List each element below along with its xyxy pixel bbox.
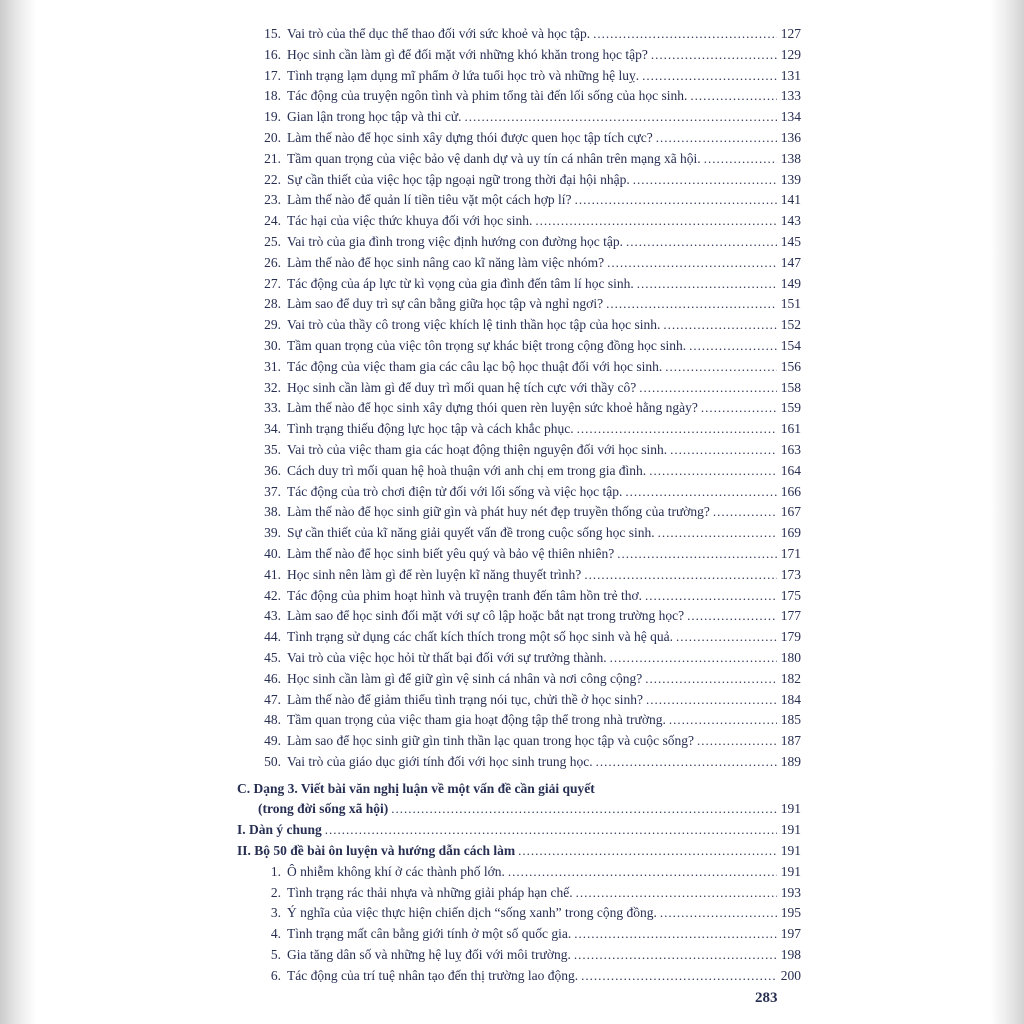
toc-item-page: 164	[780, 462, 801, 478]
dot-leader	[646, 690, 777, 711]
dot-leader	[697, 731, 777, 752]
toc-item-number: 35.	[264, 441, 281, 457]
toc-item-number: 24.	[264, 213, 281, 229]
toc-row	[237, 731, 801, 752]
toc-item-number: 32.	[264, 379, 281, 395]
toc-item-title: Làm thế nào để học sinh nâng cao kĩ năng làm việc nhóm?	[287, 254, 605, 270]
toc-item-number: 44.	[264, 629, 281, 645]
section-c-page: 191	[780, 801, 801, 817]
dot-leader	[663, 315, 777, 336]
toc-item-page: 133	[780, 88, 801, 104]
toc-item-title: Tác động của truyện ngôn tình và phim tổng tài đến lối sống của học sinh.	[287, 88, 688, 104]
toc-list-secondary	[237, 862, 801, 987]
toc-item-number: 21.	[264, 150, 281, 166]
toc-item-page: 198	[780, 947, 801, 963]
toc-item-title: Tầm quan trọng của việc tham gia hoạt động tập thể trong nhà trường.	[287, 712, 666, 728]
toc-item-page: 159	[780, 400, 801, 416]
dot-leader	[656, 128, 777, 149]
toc-row	[237, 461, 801, 482]
toc-row	[237, 648, 801, 669]
toc-item-title: Tình trạng lạm dụng mĩ phẩm ở lứa tuổi học trò và những hệ luỵ.	[287, 67, 640, 83]
toc-item-page: 189	[780, 753, 801, 769]
toc-item-number: 45.	[264, 649, 281, 665]
toc-row	[237, 690, 801, 711]
dot-leader	[574, 945, 777, 966]
toc-item-title: Gian lận trong học tập và thi cử.	[287, 109, 462, 125]
toc-item-title: Sự cần thiết của việc học tập ngoại ngữ trong thời đại hội nhập.	[287, 171, 630, 187]
toc-item-title: Tác động của trí tuệ nhân tạo đến thị trường lao động.	[287, 967, 579, 983]
toc-row	[237, 523, 801, 544]
toc-item-page: 173	[780, 566, 801, 582]
toc-row	[237, 752, 801, 773]
toc-row	[237, 924, 801, 945]
toc-item-number: 26.	[264, 254, 281, 270]
toc-item-title: Làm sao để học sinh giữ gìn tinh thần lạc quan trong học tập và cuộc sống?	[287, 733, 694, 749]
dot-leader	[626, 232, 777, 253]
toc-item-number: 20.	[264, 129, 281, 145]
toc-item-page: 179	[780, 629, 801, 645]
dot-leader	[581, 966, 777, 987]
dot-leader	[607, 253, 777, 274]
toc-item-page: 147	[780, 254, 801, 270]
dot-leader	[584, 565, 777, 586]
toc-item-number: 43.	[264, 608, 281, 624]
toc-row	[237, 565, 801, 586]
toc-item-number: 29.	[264, 317, 281, 333]
toc-item-page: 197	[780, 926, 801, 942]
toc-row	[237, 440, 801, 461]
toc-row	[237, 586, 801, 607]
toc-row	[237, 294, 801, 315]
dot-leader	[625, 482, 777, 503]
toc-row	[237, 211, 801, 232]
section-c-heading-line1	[237, 779, 801, 800]
toc-item-number: 6.	[270, 967, 281, 983]
page-number: 283	[755, 990, 778, 1006]
toc-item-number: 22.	[264, 171, 281, 187]
dot-leader	[645, 669, 777, 690]
toc-item-title: Tình trạng mất cân bằng giới tính ở một số quốc gia.	[287, 926, 572, 942]
toc-row	[237, 945, 801, 966]
toc-item-title: Tác hại của việc thức khuya đối với học sinh.	[287, 213, 533, 229]
toc-item-number: 50.	[264, 753, 281, 769]
toc-row	[237, 336, 801, 357]
toc-item-title: Tình trạng sử dụng các chất kích thích trong một số học sinh và hệ quả.	[287, 629, 673, 645]
toc-item-page: 134	[780, 109, 801, 125]
toc-item-page: 166	[780, 483, 801, 499]
toc-row	[237, 190, 801, 211]
toc-row	[237, 107, 801, 128]
toc-item-page: 158	[780, 379, 801, 395]
toc-item-page: 156	[780, 358, 801, 374]
dot-leader	[687, 606, 777, 627]
toc-item-page: 139	[780, 171, 801, 187]
toc-item-page: 191	[780, 863, 801, 879]
toc-item-page: 131	[780, 67, 801, 83]
toc-item-page: 143	[780, 213, 801, 229]
toc-item-page: 200	[780, 967, 801, 983]
toc-row	[237, 253, 801, 274]
toc-item-page: 185	[780, 712, 801, 728]
toc-row	[237, 627, 801, 648]
toc-row	[237, 903, 801, 924]
toc-item-page: 163	[780, 441, 801, 457]
book-page	[237, 24, 801, 987]
toc-item-page: 167	[780, 504, 801, 520]
toc-row	[237, 149, 801, 170]
dot-leader	[465, 107, 777, 128]
toc-item-title: Làm thế nào để quản lí tiền tiêu vặt một cách hợp lí?	[287, 192, 572, 208]
photo-background-left-edge	[0, 0, 36, 1024]
toc-row	[237, 710, 801, 731]
dot-leader	[645, 586, 777, 607]
toc-item-number: 1.	[270, 863, 281, 879]
dot-leader	[669, 710, 777, 731]
toc-item-number: 23.	[264, 192, 281, 208]
subsection-i-label: I. Dàn ý chung	[237, 822, 322, 838]
photo-background-right-edge	[990, 0, 1024, 1024]
dot-leader	[577, 419, 777, 440]
toc-item-number: 46.	[264, 670, 281, 686]
dot-leader	[639, 378, 777, 399]
toc-item-number: 39.	[264, 525, 281, 541]
toc-item-title: Làm thế nào để học sinh biết yêu quý và bảo vệ thiên nhiên?	[287, 545, 615, 561]
toc-item-title: Cách duy trì mối quan hệ hoà thuận với anh chị em trong gia đình.	[287, 462, 647, 478]
toc-item-number: 19.	[264, 109, 281, 125]
dot-leader	[518, 841, 777, 862]
toc-item-number: 30.	[264, 337, 281, 353]
toc-row	[237, 502, 801, 523]
toc-item-number: 17.	[264, 67, 281, 83]
subsection-i-heading	[237, 820, 801, 841]
toc-item-page: 152	[780, 317, 801, 333]
toc-item-page: 145	[780, 233, 801, 249]
toc-item-number: 49.	[264, 733, 281, 749]
toc-item-page: 141	[780, 192, 801, 208]
toc-item-number: 28.	[264, 296, 281, 312]
toc-row	[237, 274, 801, 295]
toc-row	[237, 606, 801, 627]
toc-item-page: 154	[780, 337, 801, 353]
toc-item-page: 151	[780, 296, 801, 312]
toc-item-number: 47.	[264, 691, 281, 707]
dot-leader	[658, 523, 777, 544]
dot-leader	[610, 648, 777, 669]
toc-item-page: 182	[780, 670, 801, 686]
toc-item-page: 187	[780, 733, 801, 749]
toc-item-number: 3.	[270, 905, 281, 921]
dot-leader	[574, 924, 777, 945]
toc-item-number: 38.	[264, 504, 281, 520]
toc-item-number: 31.	[264, 358, 281, 374]
toc-item-title: Tầm quan trọng của việc bảo vệ danh dự và uy tín cá nhân trên mạng xã hội.	[287, 150, 701, 166]
toc-item-title: Tác động của áp lực từ kì vọng của gia đình đến tâm lí học sinh.	[287, 275, 634, 291]
toc-row	[237, 170, 801, 191]
toc-item-number: 25.	[264, 233, 281, 249]
toc-item-page: 195	[780, 905, 801, 921]
dot-leader	[617, 544, 777, 565]
toc-item-number: 36.	[264, 462, 281, 478]
dot-leader	[575, 190, 777, 211]
dot-leader	[689, 336, 777, 357]
toc-item-page: 129	[780, 46, 801, 62]
toc-item-page: 138	[780, 150, 801, 166]
dot-leader	[713, 502, 777, 523]
toc-item-title: Vai trò của việc học hỏi từ thất bại đối với sự trưởng thành.	[287, 649, 607, 665]
dot-leader	[642, 66, 777, 87]
toc-item-number: 15.	[264, 26, 281, 41]
toc-item-title: Học sinh cần làm gì để đối mặt với những khó khăn trong học tập?	[287, 46, 648, 62]
dot-leader	[535, 211, 777, 232]
subsection-ii-label: II. Bộ 50 đề bài ôn luyện và hướng dẫn cách làm	[237, 843, 516, 859]
toc-row	[237, 24, 801, 45]
toc-item-page: 175	[780, 587, 801, 603]
toc-item-page: 180	[780, 649, 801, 665]
toc-item-title: Làm thế nào để giảm thiểu tình trạng nói tục, chửi thề ở học sinh?	[287, 691, 643, 707]
toc-item-title: Học sinh cần làm gì để duy trì mối quan hệ tích cực với thầy cô?	[287, 379, 637, 395]
toc-row	[237, 45, 801, 66]
toc-item-title: Ý nghĩa của việc thực hiện chiến dịch “sống xanh” trong cộng đồng.	[287, 905, 657, 921]
dot-leader	[593, 24, 777, 45]
dot-leader	[633, 170, 777, 191]
dot-leader	[391, 799, 777, 820]
toc-row	[237, 66, 801, 87]
dot-leader	[649, 461, 777, 482]
toc-item-title: Vai trò của việc tham gia các hoạt động thiện nguyện đối với học sinh.	[287, 441, 668, 457]
toc-item-title: Tình trạng thiếu động lực học tập và cách khắc phục.	[287, 421, 574, 437]
toc-row	[237, 86, 801, 107]
toc-item-title: Vai trò của giáo dục giới tính đối với học sinh trung học.	[287, 753, 593, 769]
dot-leader	[651, 45, 777, 66]
dot-leader	[670, 440, 777, 461]
toc-item-number: 41.	[264, 566, 281, 582]
subsection-i-page: 191	[780, 822, 801, 838]
toc-item-number: 18.	[264, 88, 281, 104]
toc-item-number: 42.	[264, 587, 281, 603]
dot-leader	[508, 862, 777, 883]
dot-leader	[596, 752, 777, 773]
dot-leader	[690, 86, 777, 107]
toc-row	[237, 669, 801, 690]
dot-leader	[660, 903, 777, 924]
toc-item-page: 177	[780, 608, 801, 624]
toc-item-number: 4.	[270, 926, 281, 942]
toc-row	[237, 398, 801, 419]
dot-leader	[325, 820, 777, 841]
toc-row	[237, 232, 801, 253]
toc-item-number: 16.	[264, 46, 281, 62]
toc-row	[237, 128, 801, 149]
toc-item-page: 169	[780, 525, 801, 541]
subsection-ii-page: 191	[780, 843, 801, 859]
subsection-ii-heading	[237, 841, 801, 862]
toc-row	[237, 862, 801, 883]
toc-item-title: Làm sao để duy trì sự cân bằng giữa học tập và nghỉ ngơi?	[287, 296, 604, 312]
toc-row	[237, 357, 801, 378]
dot-leader	[704, 149, 777, 170]
dot-leader	[701, 398, 777, 419]
toc-item-title: Học sinh nên làm gì để rèn luyện kĩ năng thuyết trình?	[287, 566, 582, 582]
toc-item-title: Làm thế nào để học sinh giữ gìn và phát huy nét đẹp truyền thống của trường?	[287, 504, 710, 520]
toc-item-title: Học sinh cần làm gì để giữ gìn vệ sinh cá nhân và nơi công cộng?	[287, 670, 643, 686]
toc-item-title: Vai trò của gia đình trong việc định hướng con đường học tập.	[287, 233, 623, 249]
toc-item-number: 27.	[264, 275, 281, 291]
toc-item-title: Tác động của việc tham gia các câu lạc bộ học thuật đối với học sinh.	[287, 358, 663, 374]
toc-item-title: Tầm quan trọng của việc tôn trọng sự khác biệt trong cộng đồng học sinh.	[287, 337, 687, 353]
toc-item-page: 136	[780, 129, 801, 145]
toc-row	[237, 419, 801, 440]
toc-item-title: Tác động của phim hoạt hình và truyện tranh đến tâm hồn trẻ thơ.	[287, 587, 643, 603]
toc-item-page: 193	[780, 884, 801, 900]
toc-item-number: 5.	[270, 947, 281, 963]
toc-item-number: 34.	[264, 421, 281, 437]
toc-row	[237, 378, 801, 399]
toc-item-title: Tình trạng rác thải nhựa và những giải pháp hạn chế.	[287, 884, 573, 900]
dot-leader	[576, 883, 777, 904]
toc-item-number: 2.	[270, 884, 281, 900]
toc-item-number: 33.	[264, 400, 281, 416]
toc-row	[237, 544, 801, 565]
toc-item-title: Làm thế nào để học sinh xây dựng thói được quen học tập tích cực?	[287, 129, 653, 145]
section-c-label-line2: (trong đời sống xã hội)	[258, 801, 389, 817]
toc-item-page: 161	[780, 421, 801, 437]
dot-leader	[637, 274, 777, 295]
toc-item-title: Tác động của trò chơi điện tử đối với lối sống và việc học tập.	[287, 483, 623, 499]
toc-item-page: 127	[780, 26, 801, 41]
toc-item-title: Làm sao để học sinh đối mặt với sự cô lập hoặc bắt nạt trong trường học?	[287, 608, 685, 624]
dot-leader	[676, 627, 777, 648]
toc-item-title: Vai trò của thầy cô trong việc khích lệ tinh thần học tập của học sinh.	[287, 317, 661, 333]
toc-item-number: 37.	[264, 483, 281, 499]
toc-row	[237, 315, 801, 336]
dot-leader	[665, 357, 777, 378]
section-c-label: C. Dạng 3. Viết bài văn nghị luận về một vấn đề cần giải quyết	[237, 780, 595, 796]
toc-list-main	[237, 24, 801, 773]
toc-item-title: Vai trò của thể dục thể thao đối với sức khoẻ và học tập.	[287, 26, 591, 41]
dot-leader	[606, 294, 777, 315]
toc-row	[237, 883, 801, 904]
toc-item-title: Sự cần thiết của kĩ năng giải quyết vấn đề trong cuộc sống học sinh.	[287, 525, 655, 541]
toc-row	[237, 966, 801, 987]
toc-item-page: 184	[780, 691, 801, 707]
toc-item-title: Làm thế nào để học sinh xây dựng thói quen rèn luyện sức khoẻ hằng ngày?	[287, 400, 698, 416]
section-c-heading-line2	[237, 799, 801, 820]
toc-item-number: 40.	[264, 545, 281, 561]
toc-item-page: 149	[780, 275, 801, 291]
toc-item-number: 48.	[264, 712, 281, 728]
toc-item-page: 171	[780, 545, 801, 561]
toc-item-title: Ô nhiễm không khí ở các thành phố lớn.	[287, 863, 505, 879]
toc-item-title: Gia tăng dân số và những hệ luỵ đối với môi trường.	[287, 947, 571, 963]
toc-row	[237, 482, 801, 503]
